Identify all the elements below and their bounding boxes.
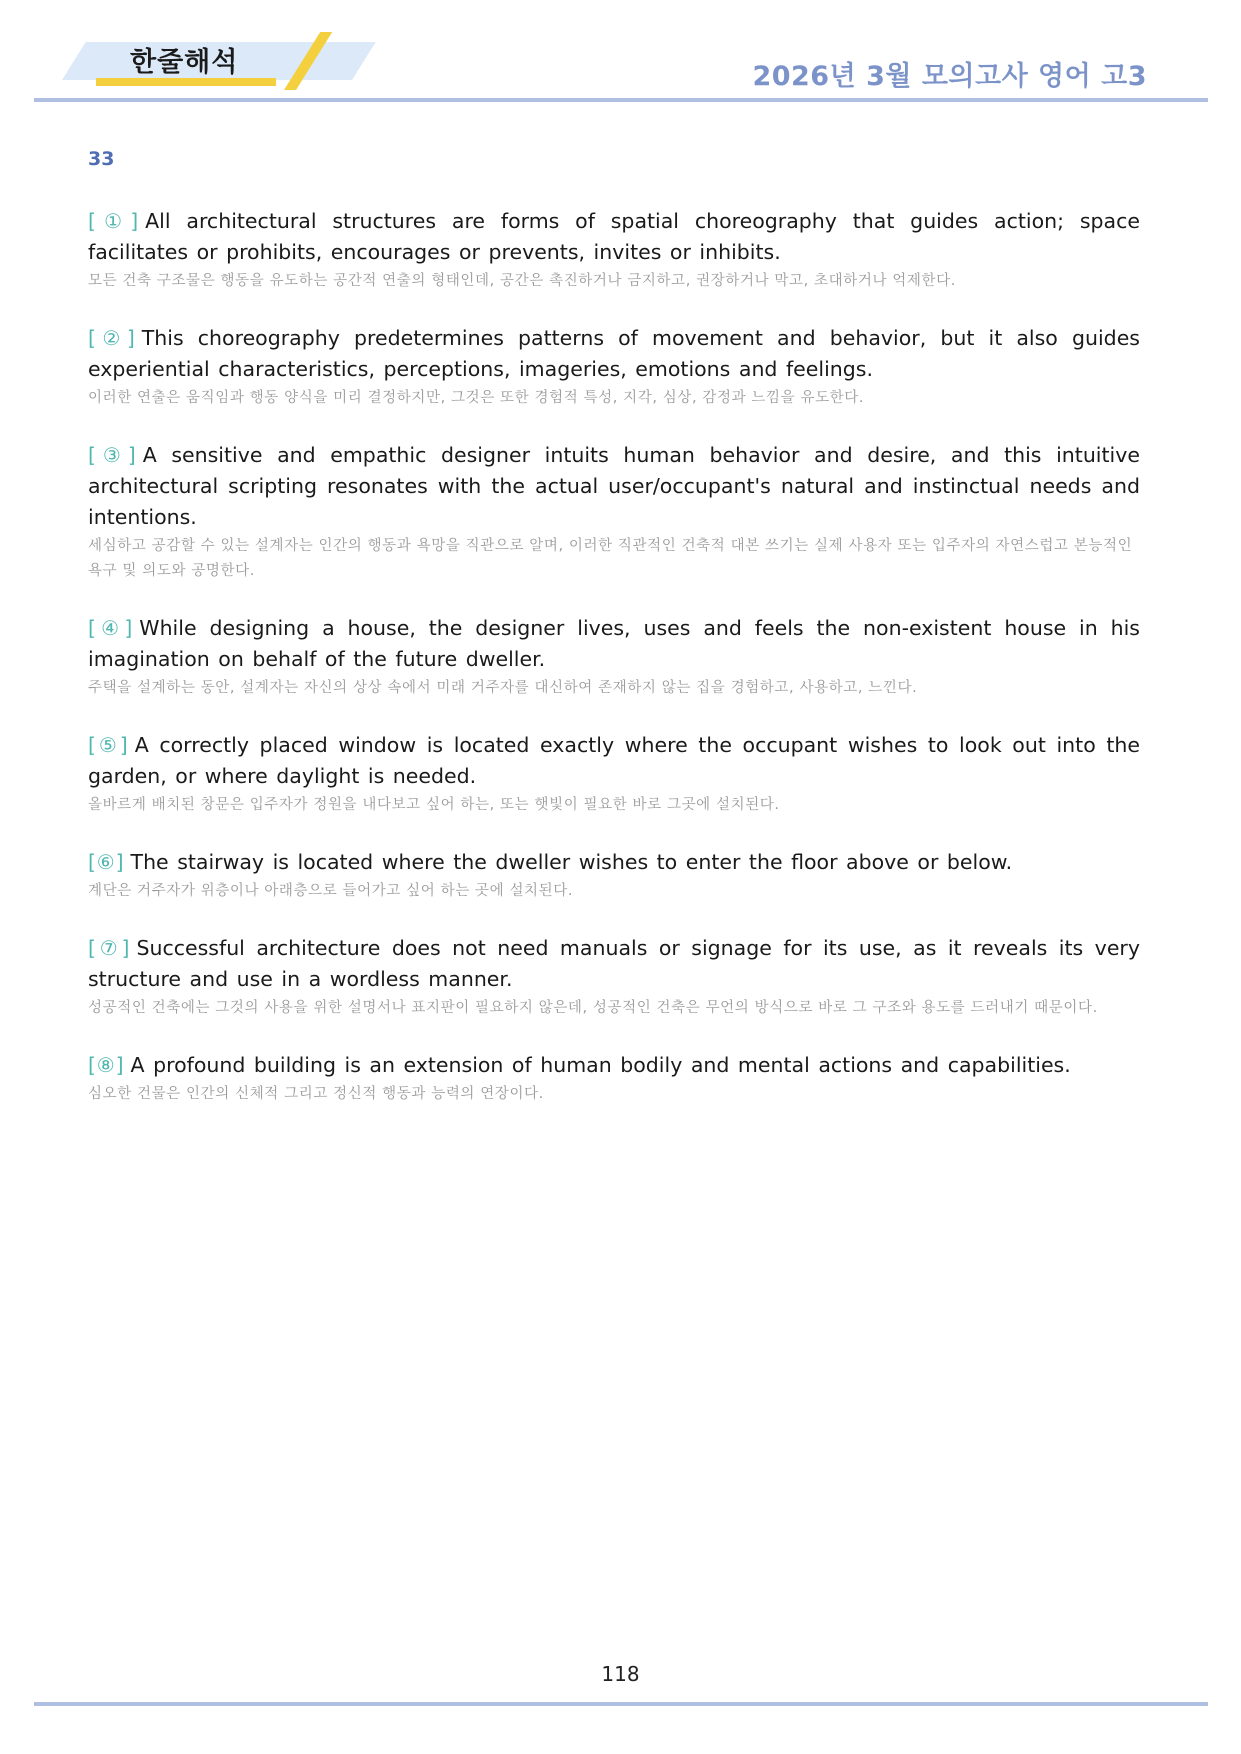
sentence-translation: 이러한 연출은 움직임과 행동 양식을 미리 결정하지만, 그것은 또한 경험적 특성, 지각, 심상, 감정과 느낌을 유도한다. (88, 390, 865, 406)
sentence-number: [⑥] (88, 850, 125, 874)
sentence-item (88, 847, 1140, 904)
sentence-number: [③] (88, 443, 137, 467)
sentence-item (88, 323, 1140, 411)
sentence-text: Successful architecture does not need manuals or signage for its use, as it reveals its very structure and use in a wordless manner. (88, 936, 1140, 991)
sentence-english (88, 1050, 1140, 1081)
sentence-item (88, 1050, 1140, 1107)
sentence-text: A sensitive and empathic designer intuits human behavior and desire, and this intuitive architectural scripting resonates with the actual user/occupant's natural and instinctual needs and intentions. (88, 443, 1140, 529)
footer-divider (34, 1702, 1208, 1706)
sentence-english (88, 730, 1140, 792)
sentence-item (88, 440, 1140, 584)
sentence-number: [⑦] (88, 936, 131, 960)
sentence-text: While designing a house, the designer lives, uses and feels the non-existent house in his imagination on behalf of the future dweller. (88, 616, 1140, 671)
sentence-text: This choreography predetermines patterns of movement and behavior, but it also guides experiential characteristics, perceptions, imageries, emotions and feelings. (88, 326, 1140, 381)
sentence-number: [⑧] (88, 1053, 125, 1077)
sentence-number: [④] (88, 616, 134, 640)
question-number: 33 (88, 148, 115, 170)
page-header (0, 0, 1241, 110)
sentence-english (88, 933, 1140, 995)
sentence-number: [②] (88, 326, 136, 350)
logo (62, 32, 362, 90)
sentence-number: [⑤] (88, 733, 129, 757)
sentence-english (88, 847, 1140, 878)
sentence-translation: 주택을 설계하는 동안, 설계자는 자신의 상상 속에서 미래 거주자를 대신하여 존재하지 않는 집을 경험하고, 사용하고, 느낀다. (88, 680, 918, 696)
sentence-list (88, 206, 1140, 1136)
sentence-translation: 모든 건축 구조물은 행동을 유도하는 공간적 연출의 형태인데, 공간은 촉진하거나 금지하고, 권장하거나 막고, 초대하거나 억제한다. (88, 273, 956, 289)
sentence-translation: 계단은 거주자가 위층이나 아래층으로 들어가고 싶어 하는 곳에 설치된다. (88, 883, 574, 899)
sentence-text: The stairway is located where the dweller wishes to enter the floor above or below. (130, 850, 1013, 874)
sentence-number: [①] (88, 209, 140, 233)
sentence-english (88, 613, 1140, 675)
sentence-translation: 심오한 건물은 인간의 신체적 그리고 정신적 행동과 능력의 연장이다. (88, 1086, 544, 1102)
sentence-text: A correctly placed window is located exactly where the occupant wishes to look out into the garden, or where daylight is needed. (88, 733, 1140, 788)
sentence-item (88, 933, 1140, 1021)
sentence-translation: 세심하고 공감할 수 있는 설계자는 인간의 행동과 욕망을 직관으로 알며, 이러한 직관적인 건축적 대본 쓰기는 실제 사용자 또는 입주자의 자연스럽고 본능적인 욕구 및 의도와 공명한다. (88, 538, 1133, 579)
exam-title: 2026년 3월 모의고사 영어 고3 (752, 61, 1147, 92)
sentence-text: A profound building is an extension of human bodily and mental actions and capabilities. (130, 1053, 1071, 1077)
logo-underline (96, 78, 276, 86)
sentence-english (88, 323, 1140, 385)
sentence-text: All architectural structures are forms of spatial choreography that guides action; space facilitates or prohibits, encourages or prevents, invites or inhibits. (88, 209, 1140, 264)
sentence-item (88, 730, 1140, 818)
sentence-item (88, 206, 1140, 294)
page-number: 118 (601, 1662, 640, 1686)
sentence-english (88, 206, 1140, 268)
header-divider (34, 98, 1208, 102)
sentence-item (88, 613, 1140, 701)
sentence-english (88, 440, 1140, 533)
sentence-translation: 성공적인 건축에는 그것의 사용을 위한 설명서나 표지판이 필요하지 않은데, 성공적인 건축은 무언의 방식으로 바로 그 구조와 용도를 드러내기 때문이다. (88, 1000, 1098, 1016)
logo-text: 한줄해석 (130, 47, 239, 78)
sentence-translation: 올바르게 배치된 창문은 입주자가 정원을 내다보고 싶어 하는, 또는 햇빛이 필요한 바로 그곳에 설치된다. (88, 797, 780, 813)
